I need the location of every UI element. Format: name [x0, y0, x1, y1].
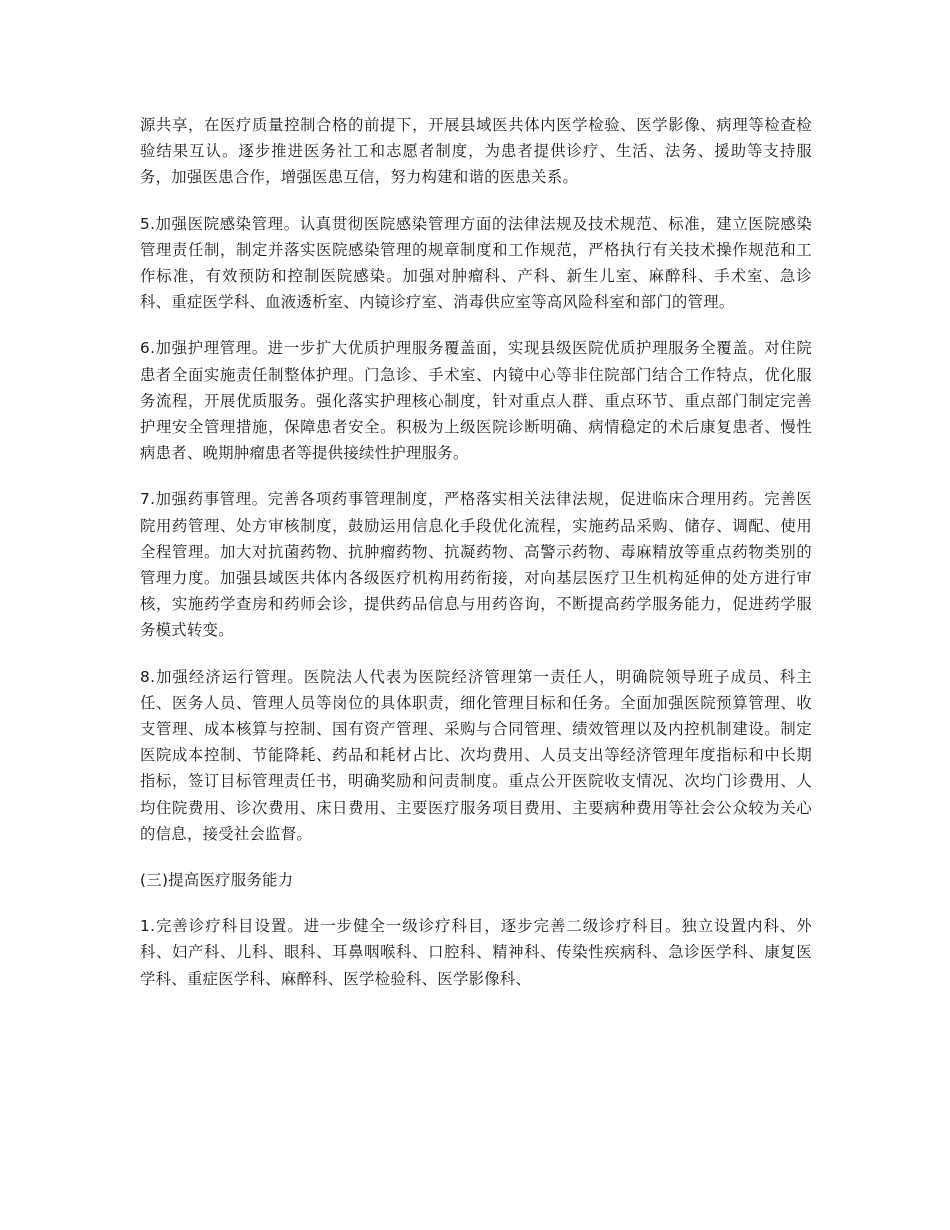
paragraph-continuation: 源共享，在医疗质量控制合格的前提下，开展县域医共体内医学检验、医学影像、病理等检查检验结果互认。逐步推进医务社工和志愿者制度，为患者提供诊疗、生活、法务、援助等支持服务，加强医患合作，增强医患互信，努力构建和谐的医患关系。: [140, 116, 812, 187]
paragraph-economic-management: 8.加强经济运行管理。医院法人代表为医院经济管理第一责任人，明确院领导班子成员、科主任、医务人员、管理人员等岗位的具体职责，细化管理目标和任务。全面加强医院预算管理、收支管理、成本核算与控制、国有资产管理、采购与合同管理、绩效管理以及内控机制建设。制定医院成本控制、节能降耗、药品和耗材占比、次均费用、人员支出等经济管理年度指标和中长期指标，签订目标管理责任书，明确奖励和问责制度。重点公开医院收支情况、次均门诊费用、人均住院费用、诊次费用、床日费用、主要医疗服务项目费用、主要病种费用等社会公众较为关心的信息，接受社会监督。: [140, 667, 812, 843]
paragraph-pharmacy-management: 7.加强药事管理。完善各项药事管理制度，严格落实相关法律法规，促进临床合理用药。完善医院用药管理、处方审核制度，鼓励运用信息化手段优化流程，实施药品采购、储存、调配、使用全程管理。加大对抗菌药物、抗肿瘤药物、抗凝药物、高警示药物、毒麻精放等重点药物类别的管理力度。加强县域医共体内各级医疗机构用药衔接，对向基层医疗卫生机构延伸的处方进行审核，实施药学查房和药师会诊，提供药品信息与用药咨询，不断提高药学服务能力，促进药学服务模式转变。: [140, 490, 812, 640]
section-heading: (三)提高医疗服务能力: [140, 871, 294, 890]
paragraph-infection-management: 5.加强医院感染管理。认真贯彻医院感染管理方面的法律法规及技术规范、标准，建立医院感染管理责任制，制定并落实医院感染管理的规章制度和工作规范，严格执行有关技术操作规范和工作标准，有效预防和控制医院感染。加强对肿瘤科、产科、新生儿室、麻醉科、手术室、急诊科、重症医学科、血液透析室、内镜诊疗室、消毒供应室等高风险科室和部门的管理。: [140, 214, 812, 312]
document-page: [140, 112, 812, 1012]
paragraph-nursing-management: 6.加强护理管理。进一步扩大优质护理服务覆盖面，实现县级医院优质护理服务全覆盖。对住院患者全面实施责任制整体护理。门急诊、手术室、内镜中心等非住院部门结合工作特点，优化服务流程，开展优质服务。强化落实护理核心制度，针对重点人群、重点环节、重点部门制定完善护理安全管理措施，保障患者安全。积极为上级医院诊断明确、病情稳定的术后康复患者、慢性病患者、晚期肿瘤患者等提供接续性护理服务。: [140, 339, 812, 463]
paragraph-clinical-departments: 1.完善诊疗科目设置。进一步健全一级诊疗科目，逐步完善二级诊疗科目。独立设置内科、外科、妇产科、儿科、眼科、耳鼻咽喉科、口腔科、精神科、传染性疾病科、急诊医学科、康复医学科、重症医学科、麻醉科、医学检验科、医学影像科、: [140, 917, 812, 988]
